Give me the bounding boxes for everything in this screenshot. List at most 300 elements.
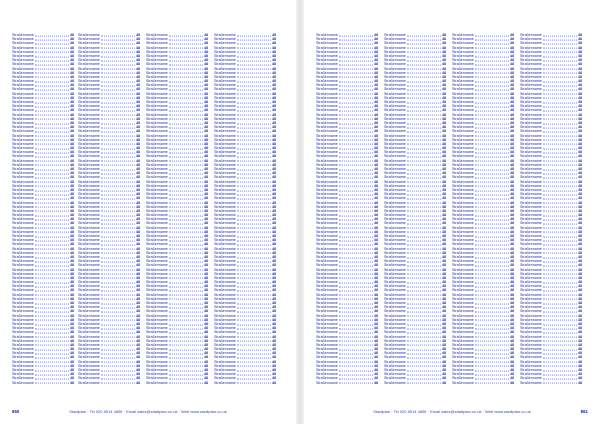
page-reference: 48 [510, 53, 514, 58]
dot-leader [475, 312, 509, 313]
street-name: Straßenname [452, 83, 474, 88]
dot-leader [339, 98, 373, 99]
page-reference: 48 [204, 120, 208, 125]
street-name: Straßenname [520, 301, 542, 305]
page-reference: 48 [136, 37, 140, 42]
street-name: Straßenname [146, 359, 168, 364]
street-name: Straßenname [214, 133, 236, 138]
page-reference: 48 [136, 183, 140, 188]
dot-leader [407, 295, 441, 296]
dot-leader [237, 56, 271, 57]
page-reference: 48 [272, 204, 276, 209]
page-reference: 48 [70, 129, 74, 134]
dot-leader [169, 249, 203, 250]
street-name: Straßenname [520, 158, 542, 163]
street-name: Straßenname [12, 342, 34, 347]
page-reference: 48 [70, 79, 74, 84]
page-reference: 48 [272, 53, 276, 58]
page-reference: 48 [136, 338, 140, 343]
street-name: Straßenname [384, 200, 406, 205]
street-name: Straßenname [78, 246, 100, 251]
page-reference: 48 [272, 91, 276, 96]
dot-leader [101, 328, 135, 329]
street-name: Straßenname [214, 37, 236, 42]
dot-leader [339, 73, 373, 74]
page-reference: 48 [204, 53, 208, 58]
street-name: Straßenname [384, 221, 406, 226]
dot-leader [475, 320, 509, 321]
page-reference: 48 [442, 137, 446, 142]
street-name: Straßenname [78, 334, 100, 339]
dot-leader [475, 111, 509, 112]
page-reference: 48 [136, 380, 140, 385]
dot-leader [101, 157, 135, 158]
page-reference: 48 [442, 305, 446, 310]
dot-leader [237, 303, 271, 304]
dot-leader [237, 140, 271, 141]
page-reference: 48 [374, 133, 378, 138]
dot-leader [35, 295, 69, 296]
page-reference: 48 [70, 238, 74, 243]
street-name: Straßenname [78, 79, 100, 84]
page-reference: 48 [136, 79, 140, 84]
street-name: Straßenname [146, 380, 168, 385]
dot-leader [475, 245, 509, 246]
street-name: Straßenname [384, 58, 406, 63]
dot-leader [169, 362, 203, 363]
street-name: Straßenname [78, 301, 100, 305]
page-reference: 48 [272, 259, 276, 264]
dot-leader [339, 337, 373, 338]
street-name: Straßenname [214, 154, 236, 159]
street-name: Straßenname [214, 313, 236, 318]
dot-leader [543, 194, 577, 195]
page-reference: 48 [204, 263, 208, 268]
dot-leader [543, 56, 577, 57]
dot-leader [101, 77, 135, 78]
dot-leader [407, 312, 441, 313]
page-reference: 48 [70, 213, 74, 218]
page-reference: 48 [204, 62, 208, 67]
page-reference: 48 [272, 133, 276, 138]
dot-leader [237, 299, 271, 300]
dot-leader [35, 94, 69, 95]
street-name: Straßenname [384, 292, 406, 297]
dot-leader [169, 232, 203, 233]
page-reference: 48 [204, 91, 208, 96]
dot-leader [475, 362, 509, 363]
street-name: Straßenname [146, 321, 168, 326]
street-name: Straßenname [520, 234, 542, 238]
dot-leader [237, 94, 271, 95]
page-reference: 48 [510, 213, 514, 218]
dot-leader [169, 379, 203, 380]
left-page [0, 0, 296, 424]
street-name: Straßenname [520, 133, 542, 138]
dot-leader [339, 307, 373, 308]
street-name: Straßenname [520, 313, 542, 318]
street-name: Straßenname [12, 41, 34, 46]
street-name: Straßenname [316, 66, 338, 71]
dot-leader [237, 307, 271, 308]
dot-leader [237, 286, 271, 287]
index-column [78, 33, 140, 387]
dot-leader [237, 320, 271, 321]
street-name: Straßenname [520, 37, 542, 42]
street-name: Straßenname [452, 246, 474, 251]
street-name: Straßenname [78, 288, 100, 293]
street-name: Straßenname [520, 372, 542, 377]
street-name: Straßenname [384, 326, 406, 331]
page-reference: 48 [204, 154, 208, 159]
page-reference: 48 [442, 296, 446, 301]
street-name: Straßenname [452, 301, 474, 305]
dot-leader [101, 199, 135, 200]
dot-leader [35, 161, 69, 162]
page-reference: 48 [578, 338, 582, 343]
street-name: Straßenname [520, 280, 542, 285]
page-reference: 48 [578, 62, 582, 67]
page-reference: 48 [442, 250, 446, 255]
dot-leader [475, 291, 509, 292]
street-name: Straßenname [12, 33, 34, 37]
page-reference: 48 [136, 208, 140, 213]
dot-leader [101, 98, 135, 99]
street-name: Straßenname [384, 187, 406, 192]
index-row [452, 381, 514, 385]
page-reference: 48 [272, 125, 276, 130]
dot-leader [543, 186, 577, 187]
page-reference: 48 [70, 317, 74, 322]
page-reference: 48 [70, 100, 74, 104]
page-reference: 48 [204, 347, 208, 352]
page-reference: 48 [578, 296, 582, 301]
street-name: Straßenname [316, 363, 338, 368]
page-reference: 48 [442, 62, 446, 67]
page-reference: 48 [272, 246, 276, 251]
page-reference: 48 [510, 33, 514, 37]
street-name: Straßenname [146, 49, 168, 54]
street-name: Straßenname [452, 263, 474, 268]
page-reference: 48 [70, 372, 74, 377]
street-name: Straßenname [146, 104, 168, 109]
dot-leader [475, 39, 509, 40]
street-name: Straßenname [78, 196, 100, 201]
street-name: Straßenname [214, 321, 236, 326]
street-name: Straßenname [452, 338, 474, 343]
dot-leader [339, 312, 373, 313]
street-name: Straßenname [452, 238, 474, 243]
page-reference: 48 [272, 301, 276, 305]
page-reference: 48 [374, 137, 378, 142]
dot-leader [169, 261, 203, 262]
dot-leader [35, 312, 69, 313]
page-reference: 48 [272, 296, 276, 301]
page-reference: 48 [578, 150, 582, 155]
dot-leader [35, 320, 69, 321]
dot-leader [237, 274, 271, 275]
dot-leader [543, 316, 577, 317]
index-column [452, 33, 514, 387]
page-reference: 48 [578, 347, 582, 352]
dot-leader [35, 236, 69, 237]
street-name: Straßenname [452, 162, 474, 167]
street-name: Straßenname [384, 234, 406, 238]
dot-leader [543, 219, 577, 220]
page-reference: 48 [70, 187, 74, 192]
dot-leader [407, 228, 441, 229]
dot-leader [237, 73, 271, 74]
street-name: Straßenname [78, 129, 100, 134]
page-reference: 48 [272, 368, 276, 372]
page-reference: 48 [442, 70, 446, 75]
page-reference: 48 [272, 208, 276, 213]
street-name: Straßenname [214, 83, 236, 88]
dot-leader [407, 303, 441, 304]
dot-leader [101, 169, 135, 170]
page-reference: 48 [442, 263, 446, 268]
street-name: Straßenname [78, 37, 100, 42]
page-reference: 48 [272, 334, 276, 339]
street-name: Straßenname [452, 208, 474, 213]
street-name: Straßenname [12, 137, 34, 142]
page-reference: 48 [578, 108, 582, 113]
dot-leader [543, 374, 577, 375]
page-reference: 48 [578, 321, 582, 326]
dot-leader [35, 77, 69, 78]
page-reference: 48 [578, 196, 582, 201]
page-reference: 48 [578, 129, 582, 134]
street-name: Straßenname [146, 62, 168, 67]
street-name: Straßenname [146, 301, 168, 305]
street-name: Straßenname [12, 66, 34, 71]
dot-leader [169, 44, 203, 45]
street-name: Straßenname [520, 53, 542, 58]
dot-leader [237, 161, 271, 162]
dot-leader [475, 60, 509, 61]
page-reference: 48 [272, 58, 276, 63]
dot-leader [35, 199, 69, 200]
page-reference: 48 [510, 271, 514, 276]
page-reference: 48 [70, 158, 74, 163]
page-reference: 48 [204, 192, 208, 197]
page-reference: 48 [204, 137, 208, 142]
street-name: Straßenname [384, 175, 406, 180]
dot-leader [101, 178, 135, 179]
street-name: Straßenname [78, 355, 100, 360]
index-column [316, 33, 378, 387]
page-reference: 48 [442, 183, 446, 188]
page-reference: 48 [70, 267, 74, 272]
street-name: Straßenname [12, 359, 34, 364]
street-name: Straßenname [78, 58, 100, 63]
dot-leader [407, 240, 441, 241]
dot-leader [169, 295, 203, 296]
page-reference: 48 [442, 225, 446, 230]
page-reference: 48 [136, 351, 140, 356]
dot-leader [407, 211, 441, 212]
page-reference: 48 [272, 83, 276, 88]
page-reference: 48 [70, 334, 74, 339]
page-reference: 48 [70, 363, 74, 368]
street-name: Straßenname [384, 355, 406, 360]
street-name: Straßenname [214, 41, 236, 46]
page-reference: 48 [70, 271, 74, 276]
dot-leader [543, 249, 577, 250]
dot-leader [543, 44, 577, 45]
street-name: Straßenname [316, 309, 338, 314]
page-reference: 48 [70, 95, 74, 100]
dot-leader [237, 349, 271, 350]
street-name: Straßenname [452, 150, 474, 155]
dot-leader [237, 295, 271, 296]
dot-leader [543, 69, 577, 70]
page-reference: 48 [136, 301, 140, 305]
dot-leader [543, 312, 577, 313]
dot-leader [169, 341, 203, 342]
street-name: Straßenname [214, 104, 236, 109]
dot-leader [169, 152, 203, 153]
dot-leader [101, 303, 135, 304]
page-reference: 48 [510, 225, 514, 230]
page-reference: 48 [70, 146, 74, 151]
street-name: Straßenname [316, 141, 338, 146]
street-name: Straßenname [78, 53, 100, 58]
page-reference: 48 [136, 179, 140, 184]
street-name: Straßenname [12, 380, 34, 385]
street-name: Straßenname [452, 359, 474, 364]
street-name: Straßenname [214, 359, 236, 364]
street-name: Straßenname [452, 280, 474, 285]
street-name: Straßenname [452, 288, 474, 293]
page-reference: 48 [442, 368, 446, 372]
street-name: Straßenname [452, 342, 474, 347]
page-reference: 48 [136, 137, 140, 142]
page-reference: 48 [442, 33, 446, 37]
street-name: Straßenname [384, 70, 406, 75]
dot-leader [339, 190, 373, 191]
street-name: Straßenname [214, 208, 236, 213]
dot-leader [169, 299, 203, 300]
street-name: Straßenname [384, 108, 406, 113]
street-name: Straßenname [384, 125, 406, 130]
street-name: Straßenname [12, 296, 34, 301]
dot-leader [475, 186, 509, 187]
dot-leader [475, 257, 509, 258]
dot-leader [407, 148, 441, 149]
street-name: Straßenname [520, 150, 542, 155]
page-reference: 48 [204, 238, 208, 243]
page-reference: 48 [578, 91, 582, 96]
page-reference: 48 [70, 330, 74, 335]
page-reference: 48 [442, 91, 446, 96]
dot-leader [407, 115, 441, 116]
street-name: Straßenname [146, 254, 168, 259]
dot-leader [407, 362, 441, 363]
street-name: Straßenname [146, 116, 168, 121]
street-name: Straßenname [214, 280, 236, 285]
dot-leader [101, 69, 135, 70]
street-name: Straßenname [12, 330, 34, 335]
street-name: Straßenname [384, 167, 406, 171]
street-name: Straßenname [520, 137, 542, 142]
page-reference: 48 [510, 37, 514, 42]
dot-leader [35, 73, 69, 74]
page-reference: 48 [578, 225, 582, 230]
street-name: Straßenname [78, 200, 100, 205]
street-name: Straßenname [78, 120, 100, 125]
dot-leader [543, 353, 577, 354]
dot-leader [35, 349, 69, 350]
page-reference: 48 [204, 162, 208, 167]
dot-leader [169, 266, 203, 267]
street-name: Straßenname [78, 372, 100, 377]
page-reference: 48 [510, 158, 514, 163]
street-name: Straßenname [452, 179, 474, 184]
page-reference: 48 [442, 221, 446, 226]
page-reference: 48 [442, 301, 446, 305]
street-name: Straßenname [146, 263, 168, 268]
page-reference: 48 [70, 275, 74, 280]
page-reference: 48 [374, 70, 378, 75]
dot-leader [475, 194, 509, 195]
page-reference: 48 [442, 313, 446, 318]
street-name: Straßenname [78, 33, 100, 37]
street-name: Straßenname [12, 376, 34, 381]
page-reference: 48 [578, 359, 582, 364]
street-name: Straßenname [214, 116, 236, 121]
street-name: Straßenname [452, 58, 474, 63]
dot-leader [407, 345, 441, 346]
page-reference: 48 [204, 267, 208, 272]
page-reference: 48 [442, 162, 446, 167]
street-name: Straßenname [146, 162, 168, 167]
page-reference: 48 [578, 380, 582, 385]
street-name: Straßenname [384, 213, 406, 218]
page-reference: 48 [442, 359, 446, 364]
street-name: Straßenname [452, 62, 474, 67]
dot-leader [407, 132, 441, 133]
page-reference: 48 [510, 229, 514, 234]
street-name: Straßenname [146, 129, 168, 134]
street-name: Straßenname [520, 154, 542, 159]
street-name: Straßenname [12, 368, 34, 372]
page-reference: 48 [204, 321, 208, 326]
dot-leader [543, 345, 577, 346]
street-name: Straßenname [214, 146, 236, 151]
street-name: Straßenname [384, 242, 406, 247]
street-name: Straßenname [384, 41, 406, 46]
street-name: Straßenname [78, 125, 100, 130]
street-name: Straßenname [384, 162, 406, 167]
dot-leader [237, 98, 271, 99]
dot-leader [169, 123, 203, 124]
dot-leader [407, 39, 441, 40]
dot-leader [237, 312, 271, 313]
street-name: Straßenname [146, 100, 168, 104]
dot-leader [475, 157, 509, 158]
page-reference: 48 [510, 167, 514, 171]
dot-leader [101, 278, 135, 279]
dot-leader [35, 115, 69, 116]
page-reference: 48 [70, 171, 74, 176]
dot-leader [407, 274, 441, 275]
street-name: Straßenname [214, 95, 236, 100]
dot-leader [169, 337, 203, 338]
dot-leader [169, 324, 203, 325]
page-reference: 48 [136, 120, 140, 125]
dot-leader [543, 253, 577, 254]
